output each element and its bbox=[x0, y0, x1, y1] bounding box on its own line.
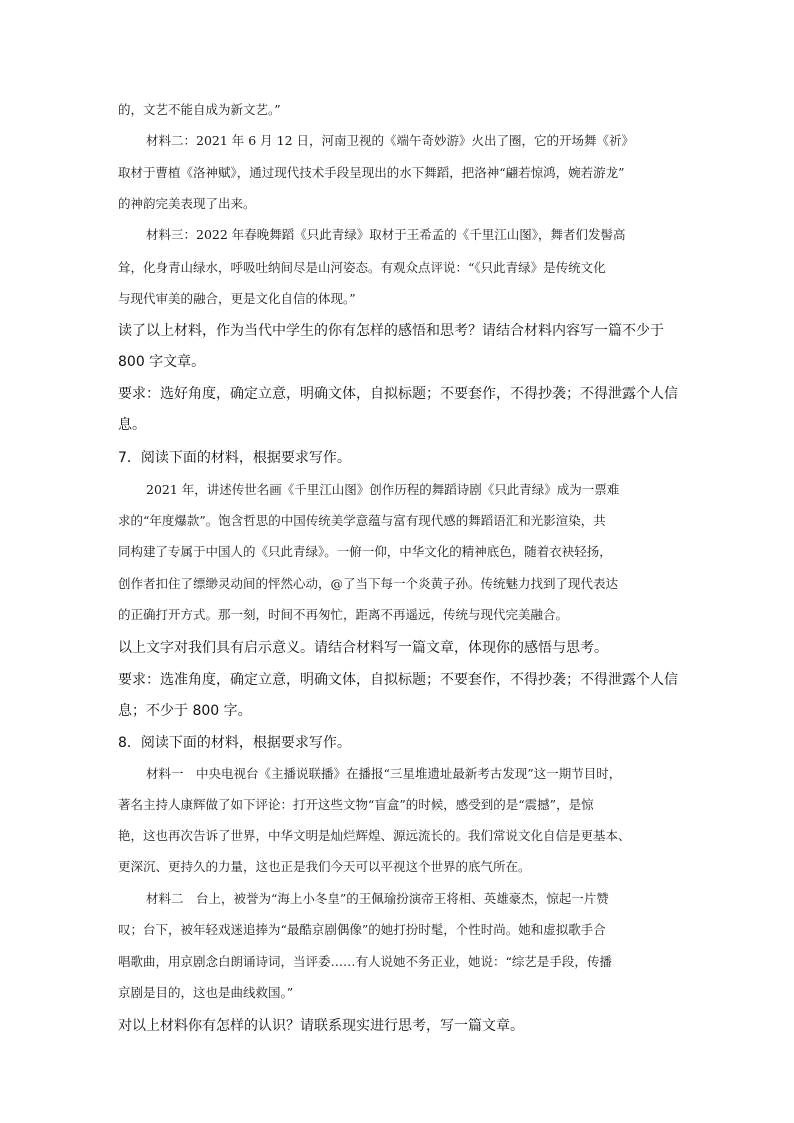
question-heading: 8．阅读下面的材料，根据要求写作。 bbox=[118, 735, 351, 751]
question-heading: 7．阅读下面的材料，根据要求写作。 bbox=[118, 450, 351, 466]
text-line: 京剧是目的，这也是曲线救国。” bbox=[118, 985, 294, 1000]
text-line: 的神韵完美表现了出来。 bbox=[118, 196, 256, 211]
text-line: 艳，这也再次告诉了世界，中华文明是灿烂辉煌、源远流长的。我们常说文化自信是更基本、 bbox=[118, 828, 631, 843]
text-line: 的，文艺不能自成为新文艺。” bbox=[118, 102, 281, 117]
text-line: 以上文字对我们具有启示意义。请结合材料写一篇文章，体现你的感悟与思考。 bbox=[118, 640, 608, 656]
text-line: 取材于曹植《洛神赋》，通过现代技术手段呈现出的水下舞蹈，把洛神“翩若惊鸿，婉若游龙” bbox=[118, 165, 625, 180]
text-line: 耸，化身青山绿水，呼吸吐纳间尽是山河姿态。有观众点评说：“《只此青绿》是传统文化 bbox=[118, 260, 606, 275]
text-line: 的正确打开方式。那一刻，时间不再匆忙，距离不再遥远，传统与现代完美融合。 bbox=[118, 607, 569, 622]
text-line: 对以上材料你有怎样的认识？请联系现实进行思考，写一篇文章。 bbox=[118, 1018, 524, 1034]
text-line: 著名主持人康辉做了如下评论：打开这些文物“盲盒”的时候，感受到的是“震撼”，是惊 bbox=[118, 797, 594, 812]
text-line: 材料一 中央电视台《主播说联播》在播报“三星堆遗址最新考古发现”这一期节目时， bbox=[146, 766, 622, 781]
text-line: 同构建了专属于中国人的《只此青绿》。一俯一仰，中华文化的精神底色，随着衣袂轻扬， bbox=[118, 544, 612, 559]
text-line: 800 字文章。 bbox=[118, 354, 206, 370]
text-line: 创作者扣住了缥缈灵动间的怦然心动，@了当下每一个炎黄子孙。传统魅力找到了现代表达 bbox=[118, 576, 619, 591]
text-line: 求的“年度爆款”。饱含哲思的中国传统美学意蕴与富有现代感的舞蹈语汇和光影渲染，共 bbox=[118, 513, 606, 528]
text-line: 与现代审美的融合，更是文化自信的体现。” bbox=[118, 291, 356, 306]
text-line: 材料二 台上，被誉为“海上小冬皇”的王佩瑜扮演帝王将相、英雄豪杰，惊起一片赞 bbox=[146, 891, 609, 906]
text-line: 息。 bbox=[118, 417, 146, 433]
text-line: 息；不少于 800 字。 bbox=[118, 703, 252, 719]
text-line: 叹；台下，被年轻戏迷追捧为“最酷京剧偶像”的她打扮时髦，个性时尚。她和虚拟歌手合 bbox=[118, 922, 606, 937]
text-line: 要求：选好角度，确定立意，明确文体，自拟标题；不要套作，不得抄袭；不得泄露个人信 bbox=[118, 386, 678, 402]
text-line: 唱歌曲，用京剧念白朗诵诗词，当评委……有人说她不务正业，她说：“综艺是手段，传播 bbox=[118, 954, 612, 969]
text-line: 材料二：2021 年 6 月 12 日，河南卫视的《端午奇妙游》火出了圈，它的开场舞《祈》 bbox=[146, 133, 635, 148]
text-line: 读了以上材料，作为当代中学生的你有怎样的感悟和思考？请结合材料内容写一篇不少于 bbox=[118, 323, 664, 339]
text-line: 要求：选准角度，确定立意，明确文体，自拟标题；不要套作，不得抄袭；不得泄露个人信 bbox=[118, 672, 678, 688]
text-line: 更深沉、更持久的力量，这也正是我们今天可以平视这个世界的底气所在。 bbox=[118, 859, 531, 874]
text-line: 材料三：2022 年春晚舞蹈《只此青绿》取材于王希孟的《千里江山图》，舞者们发髻高 bbox=[146, 227, 626, 242]
text-line: 2021 年，讲述传世名画《千里江山图》创作历程的舞蹈诗剧《只此青绿》成为一票难 bbox=[146, 482, 620, 497]
